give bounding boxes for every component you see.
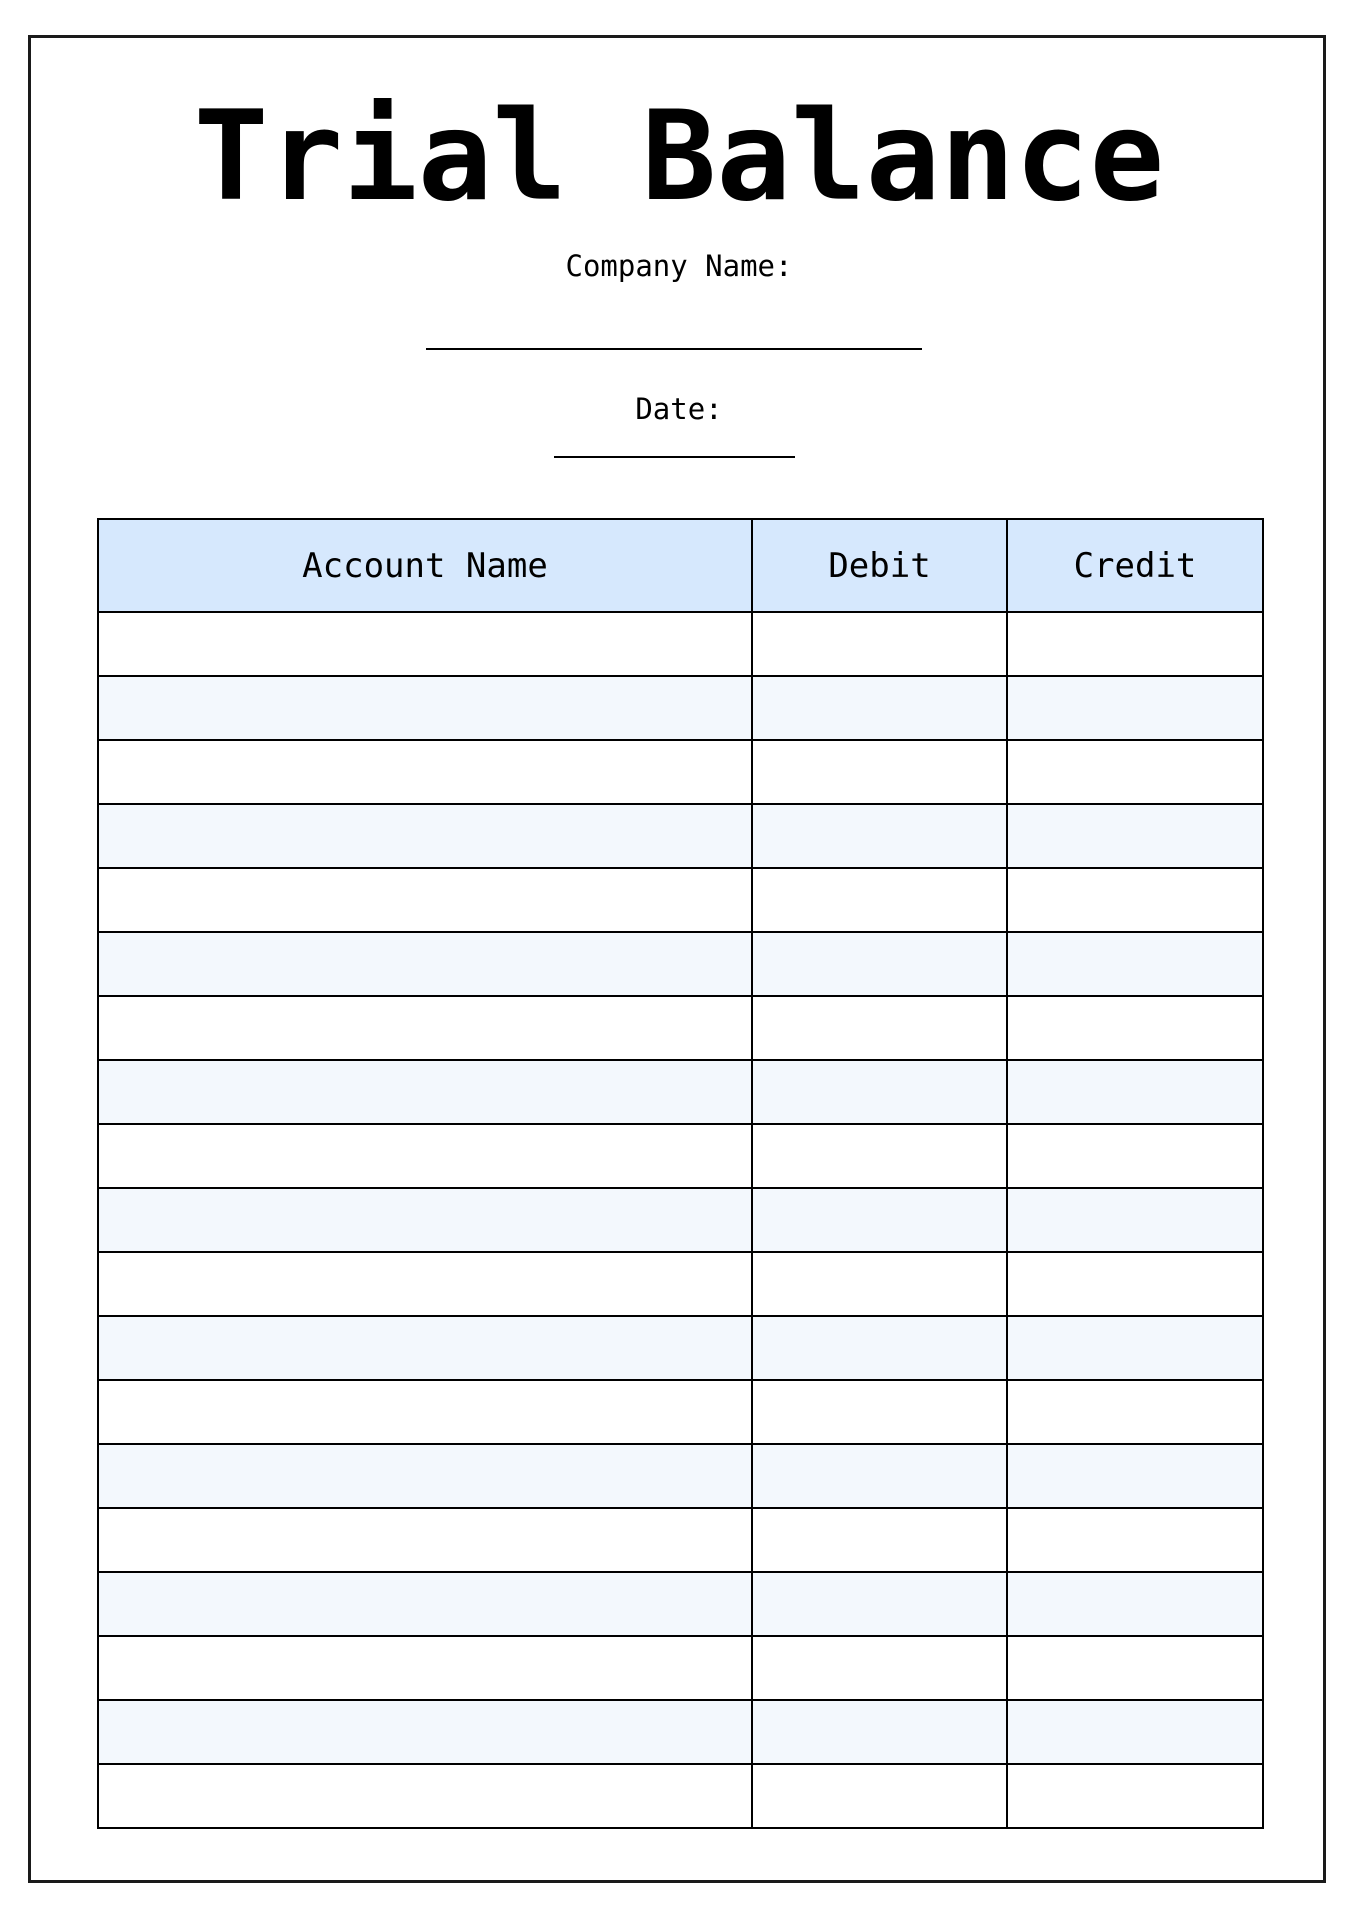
- table-row: [98, 996, 1263, 1060]
- debit-cell[interactable]: [752, 1508, 1007, 1572]
- account-name-cell[interactable]: [98, 1188, 752, 1252]
- credit-cell[interactable]: [1007, 1444, 1263, 1508]
- table-body: [98, 612, 1263, 1828]
- credit-cell[interactable]: [1007, 1380, 1263, 1444]
- debit-cell[interactable]: [752, 612, 1007, 676]
- debit-cell[interactable]: [752, 1764, 1007, 1828]
- debit-cell[interactable]: [752, 932, 1007, 996]
- credit-cell[interactable]: [1007, 676, 1263, 740]
- account-name-cell[interactable]: [98, 1124, 752, 1188]
- table-row: [98, 1764, 1263, 1828]
- debit-cell[interactable]: [752, 804, 1007, 868]
- credit-cell[interactable]: [1007, 1188, 1263, 1252]
- table-row: [98, 1252, 1263, 1316]
- debit-cell[interactable]: [752, 1060, 1007, 1124]
- debit-cell[interactable]: [752, 868, 1007, 932]
- table-row: [98, 1636, 1263, 1700]
- credit-cell[interactable]: [1007, 1252, 1263, 1316]
- credit-cell[interactable]: [1007, 932, 1263, 996]
- table-row: [98, 868, 1263, 932]
- account-name-cell[interactable]: [98, 1444, 752, 1508]
- debit-cell[interactable]: [752, 1316, 1007, 1380]
- credit-cell[interactable]: [1007, 1508, 1263, 1572]
- debit-cell[interactable]: [752, 1188, 1007, 1252]
- credit-cell[interactable]: [1007, 1316, 1263, 1380]
- table-row: [98, 1060, 1263, 1124]
- account-name-cell[interactable]: [98, 932, 752, 996]
- trial-balance-table: [97, 518, 1264, 1829]
- credit-cell[interactable]: [1007, 740, 1263, 804]
- table-row: [98, 1572, 1263, 1636]
- debit-cell[interactable]: [752, 740, 1007, 804]
- credit-cell[interactable]: [1007, 1124, 1263, 1188]
- table-row: [98, 932, 1263, 996]
- company-name-label: Company Name:: [565, 249, 793, 283]
- credit-cell[interactable]: [1007, 612, 1263, 676]
- account-name-cell[interactable]: [98, 1636, 752, 1700]
- account-name-cell[interactable]: [98, 1764, 752, 1828]
- page-title: Trial Balance: [193, 85, 1165, 229]
- table-row: [98, 1380, 1263, 1444]
- debit-header: Debit: [752, 519, 1007, 612]
- account-name-cell[interactable]: [98, 1380, 752, 1444]
- debit-cell[interactable]: [752, 1124, 1007, 1188]
- debit-cell[interactable]: [752, 996, 1007, 1060]
- debit-cell[interactable]: [752, 676, 1007, 740]
- table-row: [98, 1188, 1263, 1252]
- account-name-cell[interactable]: [98, 868, 752, 932]
- credit-header: Credit: [1007, 519, 1263, 612]
- table-row: [98, 740, 1263, 804]
- account-name-cell[interactable]: [98, 612, 752, 676]
- table-row: [98, 612, 1263, 676]
- date-field[interactable]: [554, 456, 795, 458]
- table-row: [98, 1700, 1263, 1764]
- credit-cell[interactable]: [1007, 868, 1263, 932]
- debit-cell[interactable]: [752, 1252, 1007, 1316]
- credit-cell[interactable]: [1007, 1700, 1263, 1764]
- table-row: [98, 1316, 1263, 1380]
- account-name-cell[interactable]: [98, 1316, 752, 1380]
- debit-cell[interactable]: [752, 1636, 1007, 1700]
- table-row: [98, 1444, 1263, 1508]
- account-name-cell[interactable]: [98, 804, 752, 868]
- account-name-cell[interactable]: [98, 1572, 752, 1636]
- company-name-field[interactable]: [426, 348, 922, 350]
- debit-cell[interactable]: [752, 1380, 1007, 1444]
- table-row: [98, 676, 1263, 740]
- credit-cell[interactable]: [1007, 996, 1263, 1060]
- table-row: [98, 1508, 1263, 1572]
- debit-cell[interactable]: [752, 1444, 1007, 1508]
- credit-cell[interactable]: [1007, 1636, 1263, 1700]
- table-header-row: [98, 519, 1263, 612]
- credit-cell[interactable]: [1007, 1060, 1263, 1124]
- account-name-cell[interactable]: [98, 1060, 752, 1124]
- account-name-cell[interactable]: [98, 1508, 752, 1572]
- debit-cell[interactable]: [752, 1700, 1007, 1764]
- debit-cell[interactable]: [752, 1572, 1007, 1636]
- table-row: [98, 1124, 1263, 1188]
- credit-cell[interactable]: [1007, 1572, 1263, 1636]
- table-row: [98, 804, 1263, 868]
- account-name-cell[interactable]: [98, 1700, 752, 1764]
- account-name-cell[interactable]: [98, 1252, 752, 1316]
- credit-cell[interactable]: [1007, 804, 1263, 868]
- credit-cell[interactable]: [1007, 1764, 1263, 1828]
- account-name-header: Account Name: [98, 519, 752, 612]
- account-name-cell[interactable]: [98, 996, 752, 1060]
- account-name-cell[interactable]: [98, 676, 752, 740]
- date-label: Date:: [635, 392, 723, 426]
- account-name-cell[interactable]: [98, 740, 752, 804]
